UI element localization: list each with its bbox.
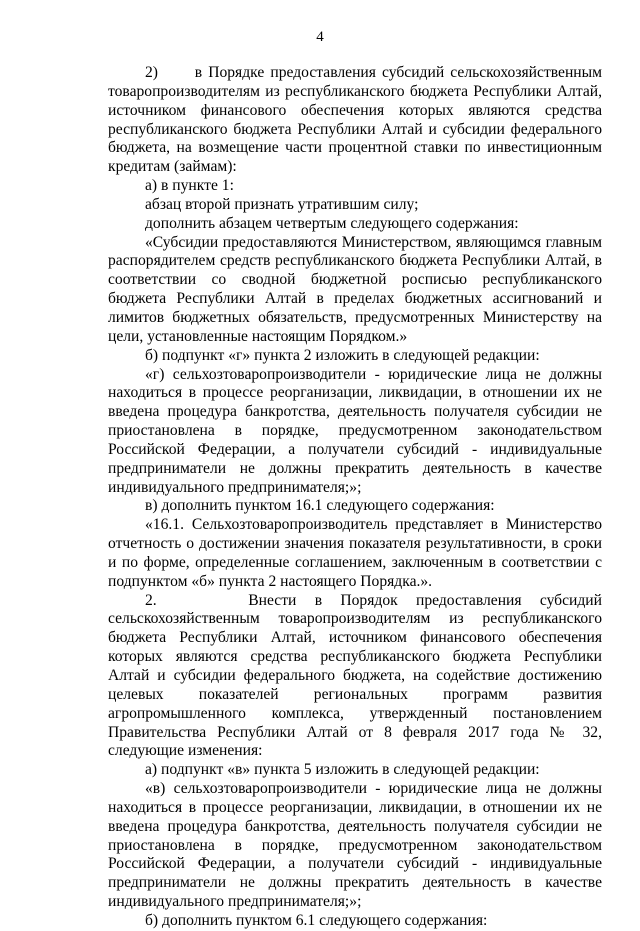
paragraph-subitem-b-6-1: б) дополнить пунктом 6.1 следующего содержания:: [145, 911, 488, 929]
paragraph-section-2: 2. Внести в Порядок предоставления субсидий сельскохозяйственным товаропроизводителям из республиканского бюджета Республики Алтай, источником финансового обеспечения которых являются средства республиканского бюджета Республики Алтай и субсидии федерального бюджета, на содействие достижению целевых показателей региональных программ развития агропромышленного комплекса, утвержденный постановлением Правительства Республики Алтай от 8 февраля 2017 года № 32, следующие изменения:: [108, 591, 602, 760]
paragraph-quote-v: «в) сельхозтоваропроизводители - юридические лица не должны находиться в процессе реорганизации, ликвидации, в отношении их не введена процедура банкротства, деятельность получателя субсидии не приостановлена в порядке, предусмотренном законодательством Российской Федерации, а получатели субсидий - индивидуальные предприниматели не должны прекратить деятельность в качестве индивидуального предпринимателя;»;: [108, 780, 602, 911]
paragraph-add-abzac-4: дополнить абзацем четвертым следующего содержания:: [145, 214, 519, 232]
paragraph-subitem-a: а) в пункте 1:: [145, 177, 234, 195]
paragraph-subitem-a-5: а) подпункт «в» пункта 5 изложить в следующей редакции:: [145, 761, 540, 779]
paragraph-abzac-2: абзац второй признать утратившим силу;: [145, 195, 419, 213]
document-body: [108, 64, 602, 931]
paragraph-subitem-b: б) подпункт «г» пункта 2 изложить в следующей редакции:: [145, 346, 540, 364]
paragraph-item-2: 2) в Порядке предоставления субсидий сельскохозяйственным товаропроизводителям из республиканского бюджета Республики Алтай, источником финансового обеспечения которых являются средства республиканского бюджета Республики Алтай и субсидии федерального бюджета, на возмещение части процентной ставки по инвестиционным кредитам (займам):: [108, 64, 602, 176]
paragraph-subitem-v: в) дополнить пунктом 16.1 следующего содержания:: [145, 497, 495, 515]
paragraph-quote-16-1: «16.1. Сельхозтоваропроизводитель представляет в Министерство отчетность о достижении значения показателя результативности, в сроки и по форме, определенные соглашением, заключенным в соответствии с подпунктом «б» пункта 2 настоящего Порядка.».: [108, 516, 602, 590]
page-number: 4: [316, 29, 324, 45]
paragraph-quote-subsidies: «Субсидии предоставляются Министерством, являющимся главным распорядителем средств республиканского бюджета Республики Алтай, в соответствии со сводной бюджетной росписью республиканского бюджета Республики Алтай в пределах бюджетных ассигнований и лимитов бюджетных обязательств, предусмотренных Министерству на цели, установленные настоящим Порядком.»: [108, 233, 602, 345]
paragraph-quote-g: «г) сельхозтоваропроизводители - юридические лица не должны находиться в процессе реорганизации, ликвидации, в отношении их не введена процедура банкротства, деятельность получателя субсидии не приостановлена в порядке, предусмотренном законодательством Российской Федерации, а получатели субсидий - индивидуальные предприниматели не должны прекратить деятельность в качестве индивидуального предпринимателя;»;: [108, 365, 602, 496]
